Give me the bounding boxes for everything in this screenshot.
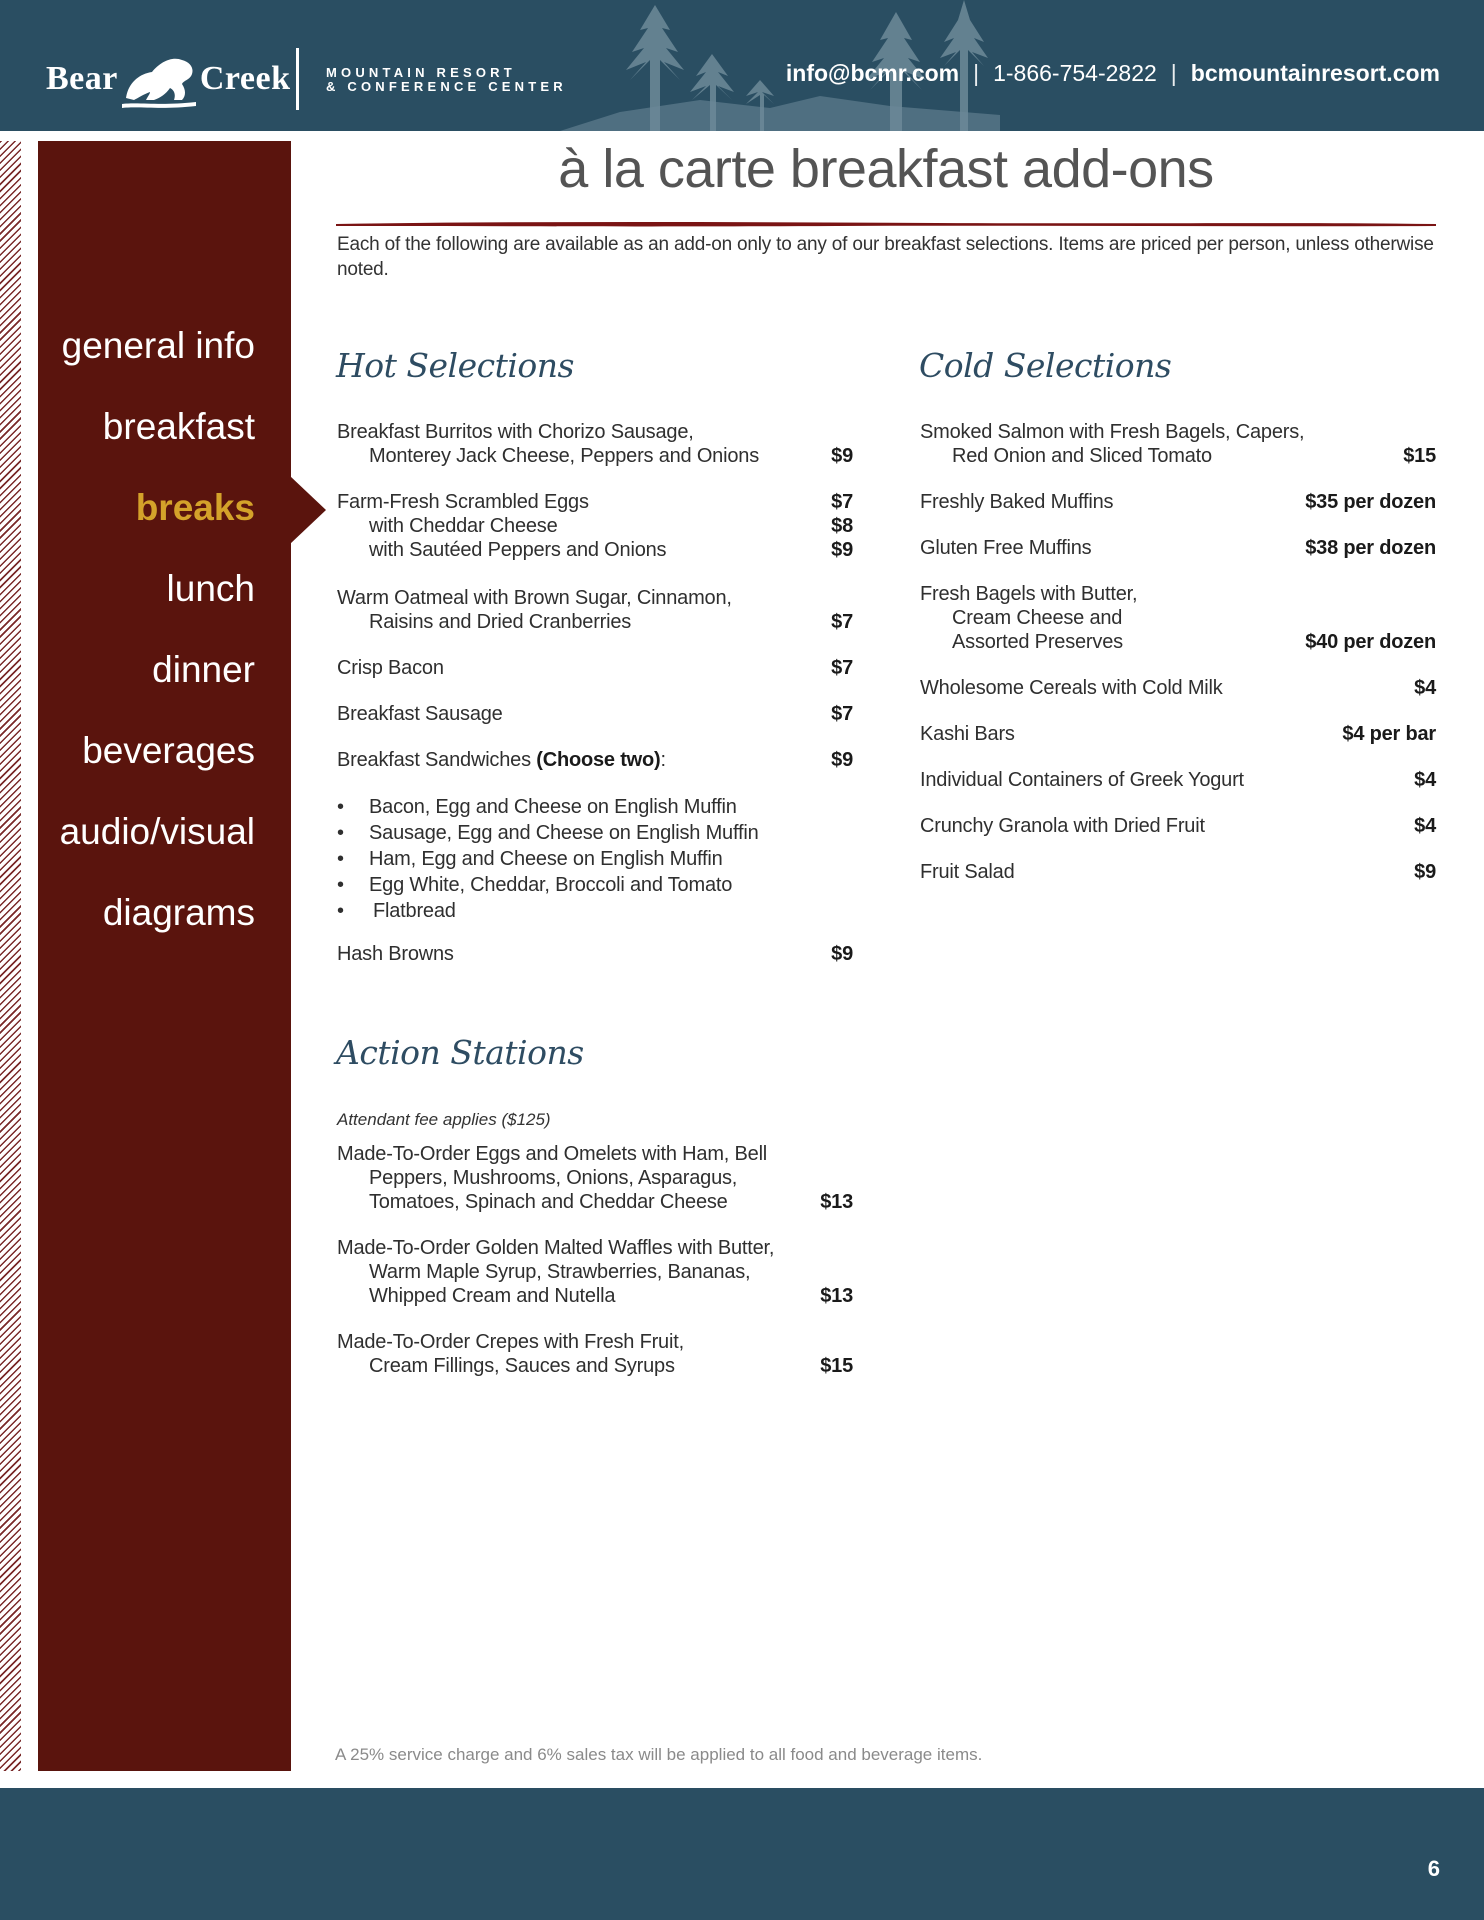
item-line: Warm Maple Syrup, Strawberries, Bananas, — [369, 1261, 751, 1283]
menu-item — [920, 536, 1436, 560]
item-line: Cream Fillings, Sauces and Syrups — [369, 1355, 675, 1377]
menu-item — [337, 702, 853, 726]
menu-item — [337, 490, 853, 562]
service-charge-note: A 25% service charge and 6% sales tax will be applied to all food and beverage items. — [335, 1745, 983, 1764]
item-price: $4 per bar — [1342, 723, 1436, 745]
item-price: $7 — [831, 657, 853, 679]
item-line: Made-To-Order Eggs and Omelets with Ham, Bell — [337, 1143, 768, 1165]
item-price: $9 — [831, 539, 853, 561]
item-price: $15 — [1403, 445, 1436, 467]
item-price: $15 — [820, 1355, 853, 1377]
menu-item — [920, 860, 1436, 884]
item-price: $35 per dozen — [1305, 491, 1436, 513]
menu-item — [337, 656, 853, 680]
intro-text: Each of the following are available as an add-on only to any of our breakfast selections. Items are priced per person, unless otherwise noted. — [337, 234, 1434, 280]
list-item: • Bacon, Egg and Cheese on English Muffin — [337, 794, 853, 820]
page-footer — [0, 1788, 1484, 1920]
page-number: 6 — [1427, 1856, 1440, 1881]
menu-item — [920, 420, 1436, 468]
list-item: • Ham, Egg and Cheese on English Muffin — [337, 846, 853, 872]
bear-icon — [120, 44, 198, 114]
item-line: Assorted Preserves — [952, 631, 1123, 653]
item-colon: : — [660, 749, 666, 771]
active-nav-indicator — [290, 476, 326, 544]
menu-item — [337, 942, 853, 966]
item-price: $7 — [831, 491, 853, 513]
list-item-line: Flatbread — [373, 900, 456, 922]
sandwich-options-list — [337, 794, 853, 924]
menu-item — [337, 748, 853, 772]
action-stations-heading: Action Stations — [336, 1033, 584, 1072]
sidebar-item-lunch[interactable]: lunch — [166, 568, 255, 609]
item-price: $4 — [1414, 815, 1436, 837]
item-name: Crunchy Granola with Dried Fruit — [920, 815, 1205, 837]
item-price: $13 — [820, 1191, 853, 1213]
list-item: • Sausage, Egg and Cheese on English Muffin — [337, 820, 853, 846]
item-line: Fresh Bagels with Butter, — [920, 583, 1138, 605]
item-name: Kashi Bars — [920, 723, 1015, 745]
item-line: Peppers, Mushrooms, Onions, Asparagus, — [369, 1167, 738, 1189]
email-link[interactable]: info@bcmr.com — [785, 60, 960, 86]
logo-subtitle — [326, 66, 567, 94]
logo-divider — [296, 48, 299, 110]
item-price: $40 per dozen — [1305, 631, 1436, 653]
menu-item — [920, 768, 1436, 792]
item-line: Red Onion and Sliced Tomato — [952, 445, 1212, 467]
logo-word-right: Creek — [199, 60, 291, 97]
sidebar-item-breakfast[interactable]: breakfast — [102, 406, 255, 447]
item-line: Raisins and Dried Cranberries — [369, 611, 632, 633]
item-name: Freshly Baked Muffins — [920, 491, 1114, 513]
item-line: with Cheddar Cheese — [369, 515, 558, 537]
item-price: $4 — [1414, 677, 1436, 699]
sidebar-item-beverages[interactable]: beverages — [82, 730, 255, 771]
contact-separator: | — [973, 60, 980, 86]
cold-selections-heading: Cold Selections — [919, 346, 1172, 385]
menu-item — [337, 1236, 853, 1308]
sidebar-item-dinner[interactable]: dinner — [152, 649, 255, 690]
item-name: Individual Containers of Greek Yogurt — [920, 769, 1244, 791]
menu-item — [337, 586, 853, 634]
hot-selections-heading: Hot Selections — [336, 346, 574, 385]
page-title: à la carte breakfast add-ons — [558, 139, 1214, 199]
item-name: Breakfast Sandwiches — [337, 749, 531, 771]
logo-subtitle-line1: MOUNTAIN RESORT — [326, 65, 516, 80]
item-name: Crisp Bacon — [337, 657, 444, 679]
item-name: Wholesome Cereals with Cold Milk — [920, 677, 1223, 699]
menu-item — [920, 676, 1436, 700]
page-header — [0, 0, 1484, 131]
item-price: $4 — [1414, 769, 1436, 791]
phone-number[interactable]: 1-866-754-2822 — [993, 60, 1157, 86]
list-item-continuation — [337, 898, 853, 924]
website-link[interactable]: bcmountainresort.com — [1190, 60, 1440, 86]
item-line: Farm-Fresh Scrambled Eggs — [337, 491, 589, 513]
item-line: Smoked Salmon with Fresh Bagels, Capers, — [920, 421, 1305, 443]
title-divider-line — [336, 220, 1436, 228]
sidebar-item-audio-visual[interactable]: audio/visual — [59, 811, 255, 852]
item-price: $7 — [831, 703, 853, 725]
item-price: $38 per dozen — [1305, 537, 1436, 559]
item-line: Made-To-Order Golden Malted Waffles with Butter, — [337, 1237, 775, 1259]
item-line: with Sautéed Peppers and Onions — [369, 539, 667, 561]
decorative-stripe — [0, 141, 21, 1771]
item-price: $13 — [820, 1285, 853, 1307]
sidebar-nav — [38, 141, 291, 1771]
item-emphasis: (Choose two) — [536, 749, 661, 771]
list-item-line: Egg White, Cheddar, Broccoli and Tomato — [369, 874, 733, 896]
item-name: Gluten Free Muffins — [920, 537, 1092, 559]
item-line: Breakfast Burritos with Chorizo Sausage, — [337, 421, 694, 443]
item-price: $9 — [831, 445, 853, 467]
item-line: Made-To-Order Crepes with Fresh Fruit, — [337, 1331, 684, 1353]
list-item — [337, 872, 853, 898]
item-line: Cream Cheese and — [952, 607, 1123, 629]
item-price: $9 — [831, 749, 853, 771]
item-line: Monterey Jack Cheese, Peppers and Onions — [369, 445, 759, 467]
menu-item — [337, 420, 853, 468]
item-name: Fruit Salad — [920, 861, 1015, 883]
logo-word-left: Bear — [46, 60, 118, 97]
bear-creek-logo[interactable] — [46, 44, 290, 114]
menu-item — [920, 814, 1436, 838]
item-name: Breakfast Sausage — [337, 703, 503, 725]
menu-item — [920, 722, 1436, 746]
sidebar-item-breaks[interactable]: breaks — [135, 487, 255, 528]
attendant-fee-note: Attendant fee applies ($125) — [337, 1110, 551, 1129]
item-price: $7 — [831, 611, 853, 633]
contact-separator: | — [1170, 60, 1177, 86]
menu-item — [337, 1142, 853, 1214]
item-line: Tomatoes, Spinach and Cheddar Cheese — [369, 1191, 728, 1213]
item-line: Warm Oatmeal with Brown Sugar, Cinnamon, — [337, 587, 732, 609]
item-line: Whipped Cream and Nutella — [369, 1285, 616, 1307]
sidebar-item-diagrams[interactable]: diagrams — [102, 892, 255, 933]
menu-item — [337, 1330, 853, 1378]
item-price: $9 — [831, 943, 853, 965]
logo-subtitle-line2: & CONFERENCE CENTER — [326, 79, 567, 94]
item-price: $8 — [831, 515, 853, 537]
item-name: Hash Browns — [337, 943, 454, 965]
menu-item — [920, 490, 1436, 514]
contact-info — [786, 60, 1440, 87]
menu-item — [920, 582, 1436, 654]
item-price: $9 — [1414, 861, 1436, 883]
sidebar-item-general-info[interactable]: general info — [61, 325, 255, 366]
